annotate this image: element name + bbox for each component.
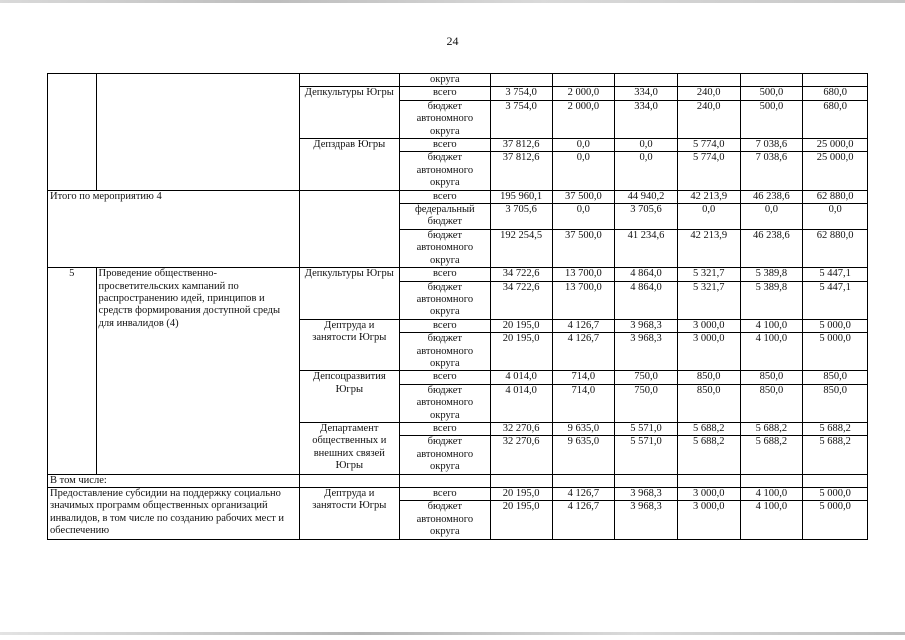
cell-year-2: 41 234,6 [615,229,678,267]
cell-total: 195 960,1 [490,190,552,203]
cell-year-3: 42 213,9 [677,190,740,203]
cell-source: округа [399,74,490,87]
cell-source: бюджет автономного округа [399,333,490,371]
cell-year-4: 850,0 [740,384,803,422]
cell-year-1: 4 126,7 [552,333,615,371]
cell-responsible: Дептруда и занятости Югры [299,319,399,371]
cell-year-5: 5 000,0 [803,333,868,371]
cell-year-5: 5 447,1 [803,268,868,281]
cell-year-1: 0,0 [552,204,615,230]
cell-year-3: 5 774,0 [677,152,740,190]
cell-responsible: Дептруда и занятости Югры [299,488,399,540]
cell-year-2: 3 968,3 [615,319,678,332]
cell-source: бюджет автономного округа [399,100,490,138]
cell-year-5: 62 880,0 [803,190,868,203]
cell-source [399,474,490,487]
cell-year-4: 5 389,8 [740,268,803,281]
cell-year-3: 240,0 [677,100,740,138]
cell-year-1: 9 635,0 [552,422,615,435]
table-row [48,474,868,487]
cell-source: бюджет автономного округа [399,436,490,474]
cell-source: федеральный бюджет [399,204,490,230]
cell-year-2: 3 968,3 [615,333,678,371]
cell-year-5: 850,0 [803,384,868,422]
cell-subtotal-label: Итого по мероприятию 4 [48,190,300,267]
cell-year-3: 5 688,2 [677,422,740,435]
cell-total: 20 195,0 [490,319,552,332]
cell-year-5 [803,74,868,87]
cell-year-3: 850,0 [677,371,740,384]
cell-year-4: 4 100,0 [740,319,803,332]
cell-year-1 [552,74,615,87]
cell-responsible [299,474,399,487]
cell-year-3: 240,0 [677,87,740,100]
cell-year-2: 750,0 [615,371,678,384]
cell-total: 3 754,0 [490,87,552,100]
budget-table [47,73,868,540]
cell-year-4: 46 238,6 [740,229,803,267]
page-number: 24 [446,34,459,48]
cell-year-5: 5 000,0 [803,319,868,332]
cell-year-4: 500,0 [740,87,803,100]
cell-year-2 [615,74,678,87]
cell-year-3: 5 321,7 [677,268,740,281]
cell-year-1: 4 126,7 [552,319,615,332]
cell-year-4: 0,0 [740,204,803,230]
cell-year-2: 0,0 [615,152,678,190]
cell-year-5: 5 000,0 [803,488,868,501]
cell-responsible [299,190,399,267]
cell-year-2: 4 864,0 [615,281,678,319]
cell-source: всего [399,319,490,332]
cell-year-4: 4 100,0 [740,488,803,501]
cell-source: бюджет автономного округа [399,501,490,539]
cell-year-4 [740,74,803,87]
cell-year-4: 7 038,6 [740,152,803,190]
cell-total: 34 722,6 [490,281,552,319]
cell-year-1: 9 635,0 [552,436,615,474]
cell-total: 37 812,6 [490,139,552,152]
cell-year-2: 4 864,0 [615,268,678,281]
cell-total: 32 270,6 [490,422,552,435]
cell-responsible [299,74,399,87]
cell-number: 5 [48,268,97,475]
cell-year-2: 3 968,3 [615,488,678,501]
cell-year-5: 5 447,1 [803,281,868,319]
cell-number [48,74,97,191]
cell-year-4: 500,0 [740,100,803,138]
cell-year-4: 5 389,8 [740,281,803,319]
cell-year-5: 25 000,0 [803,152,868,190]
cell-year-1: 13 700,0 [552,268,615,281]
cell-responsible: Депкультуры Югры [299,268,399,320]
cell-source: всего [399,488,490,501]
cell-year-2: 334,0 [615,100,678,138]
cell-total: 3 705,6 [490,204,552,230]
cell-source: всего [399,190,490,203]
cell-year-5: 0,0 [803,204,868,230]
cell-year-1: 4 126,7 [552,501,615,539]
cell-year-3 [677,74,740,87]
cell-year-3: 5 774,0 [677,139,740,152]
cell-year-3 [677,474,740,487]
cell-year-3: 42 213,9 [677,229,740,267]
cell-year-5: 850,0 [803,371,868,384]
table-row [48,488,868,501]
cell-source: бюджет автономного округа [399,384,490,422]
cell-including-label: В том числе: [48,474,300,487]
cell-source: бюджет автономного округа [399,152,490,190]
cell-source: всего [399,371,490,384]
cell-year-2: 5 571,0 [615,436,678,474]
cell-year-1: 4 126,7 [552,488,615,501]
cell-year-5: 680,0 [803,87,868,100]
cell-year-1: 0,0 [552,139,615,152]
cell-year-1: 714,0 [552,384,615,422]
cell-total: 20 195,0 [490,501,552,539]
cell-year-3: 850,0 [677,384,740,422]
cell-year-3: 3 000,0 [677,501,740,539]
cell-total: 32 270,6 [490,436,552,474]
cell-year-3: 3 000,0 [677,319,740,332]
cell-year-4: 4 100,0 [740,333,803,371]
cell-year-4: 46 238,6 [740,190,803,203]
cell-source: всего [399,87,490,100]
cell-activity [96,74,299,191]
cell-total: 3 754,0 [490,100,552,138]
cell-year-3: 5 321,7 [677,281,740,319]
cell-total: 20 195,0 [490,333,552,371]
cell-responsible: Депкультуры Югры [299,87,399,139]
cell-year-1: 714,0 [552,371,615,384]
cell-total: 4 014,0 [490,371,552,384]
cell-responsible: Департамент общественных и внешних связей Югры [299,422,399,474]
cell-responsible: Депсоцразвития Югры [299,371,399,423]
cell-year-1: 2 000,0 [552,100,615,138]
cell-year-1: 37 500,0 [552,190,615,203]
table-row [48,268,868,281]
cell-year-1: 13 700,0 [552,281,615,319]
cell-total: 4 014,0 [490,384,552,422]
cell-year-5: 25 000,0 [803,139,868,152]
table-row [48,74,868,87]
cell-year-4 [740,474,803,487]
cell-total: 20 195,0 [490,488,552,501]
cell-year-2: 750,0 [615,384,678,422]
cell-activity: Проведение общественно-просветительских кампаний по распространению идей, принципов и средств формирования доступной среды для инвалидов (4) [96,268,299,475]
cell-year-4: 7 038,6 [740,139,803,152]
cell-year-2 [615,474,678,487]
table-row [48,190,868,203]
cell-year-3: 5 688,2 [677,436,740,474]
cell-year-2: 334,0 [615,87,678,100]
cell-year-3: 3 000,0 [677,333,740,371]
cell-source: всего [399,268,490,281]
cell-year-3: 3 000,0 [677,488,740,501]
cell-source: всего [399,422,490,435]
cell-year-4: 4 100,0 [740,501,803,539]
cell-year-5: 680,0 [803,100,868,138]
cell-activity: Предоставление субсидии на поддержку социально значимых программ общественных организаций инвалидов, в том числе по созданию рабочих мест и обеспечению [48,488,300,540]
cell-year-1: 37 500,0 [552,229,615,267]
cell-source: всего [399,139,490,152]
cell-year-2: 0,0 [615,139,678,152]
cell-year-5: 62 880,0 [803,229,868,267]
cell-year-1: 2 000,0 [552,87,615,100]
cell-total [490,474,552,487]
cell-year-2: 3 968,3 [615,501,678,539]
cell-year-2: 5 571,0 [615,422,678,435]
cell-year-5: 5 000,0 [803,501,868,539]
cell-total [490,74,552,87]
cell-year-4: 5 688,2 [740,422,803,435]
cell-year-2: 44 940,2 [615,190,678,203]
cell-source: бюджет автономного округа [399,229,490,267]
cell-total: 34 722,6 [490,268,552,281]
cell-year-2: 3 705,6 [615,204,678,230]
cell-total: 192 254,5 [490,229,552,267]
cell-year-4: 5 688,2 [740,436,803,474]
cell-year-1: 0,0 [552,152,615,190]
cell-total: 37 812,6 [490,152,552,190]
cell-year-5 [803,474,868,487]
cell-year-1 [552,474,615,487]
scan-edge-top [0,0,905,3]
cell-year-5: 5 688,2 [803,422,868,435]
scan-edge-bottom [0,632,905,635]
cell-year-4: 850,0 [740,371,803,384]
cell-year-5: 5 688,2 [803,436,868,474]
cell-responsible: Депздрав Югры [299,139,399,191]
cell-year-3: 0,0 [677,204,740,230]
cell-source: бюджет автономного округа [399,281,490,319]
